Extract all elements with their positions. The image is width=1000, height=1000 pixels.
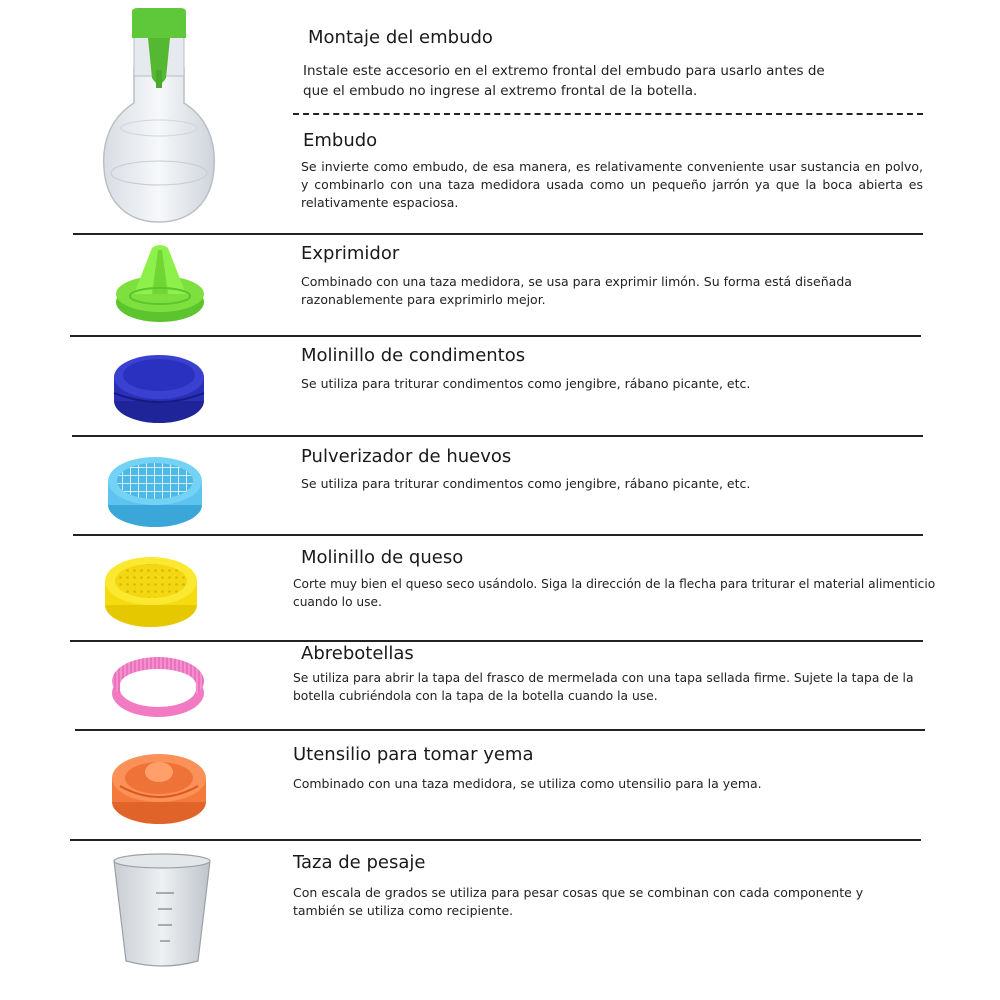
section-description: Combinado con una taza medidora, se utiliza como utensilio para la yema. xyxy=(293,776,762,791)
section-description: Se invierte como embudo, de esa manera, es relativamente conveniente usar sustancia en polvo, y combinarlo con una taza medidora usada como un pequeño jarrón ya que la boca abierta es relativamente espaciosa. xyxy=(301,159,923,210)
divider xyxy=(72,435,923,437)
dashed-divider xyxy=(293,113,923,115)
section-title: Molinillo de condimentos xyxy=(301,345,526,366)
measuring-cup-icon xyxy=(112,853,212,969)
spice-grinder-icon xyxy=(113,351,205,427)
section-description: Se utiliza para abrir la tapa del frasco de mermelada con una tapa sellada firme. Sujete la tapa de la botella cubriéndola con la tapa de la botella cuando la use. xyxy=(293,671,914,703)
section-description: Instale este accesorio en el extremo frontal del embudo para usarlo antes de que el embudo no ingrese al extremo frontal de la botella. xyxy=(303,63,825,99)
section-title: Abrebotellas xyxy=(301,643,414,664)
divider xyxy=(73,534,923,536)
divider xyxy=(73,233,923,235)
juicer-icon xyxy=(112,242,208,326)
bottle-opener-icon xyxy=(110,651,206,721)
section-title: Embudo xyxy=(303,130,378,151)
section-title: Exprimidor xyxy=(301,243,400,264)
section-description: Se utiliza para triturar condimentos como jengibre, rábano picante, etc. xyxy=(301,476,751,491)
section-description: Se utiliza para triturar condimentos como jengibre, rábano picante, etc. xyxy=(301,376,751,391)
yolk-separator-icon xyxy=(110,750,208,828)
bottle-funnel-icon xyxy=(98,8,220,228)
section-description: Combinado con una taza medidora, se usa para exprimir limón. Su forma está diseñada razonablemente para exprimirlo mejor. xyxy=(301,274,852,307)
egg-crusher-icon xyxy=(106,451,204,531)
section-title: Utensilio para tomar yema xyxy=(293,744,534,765)
cheese-grinder-icon xyxy=(103,553,199,631)
section-description: Con escala de grados se utiliza para pesar cosas que se combinan con cada componente y también se utiliza como recipiente. xyxy=(293,885,864,918)
section-title: Molinillo de queso xyxy=(301,547,464,568)
section-title: Montaje del embudo xyxy=(308,27,493,48)
section-title: Taza de pesaje xyxy=(293,852,426,873)
divider xyxy=(75,729,925,731)
divider xyxy=(70,839,921,841)
section-description: Corte muy bien el queso seco usándolo. Siga la dirección de la flecha para triturar el material alimenticio cuando lo use. xyxy=(293,577,936,609)
divider xyxy=(70,640,923,642)
divider xyxy=(70,335,921,337)
section-title: Pulverizador de huevos xyxy=(301,446,512,467)
